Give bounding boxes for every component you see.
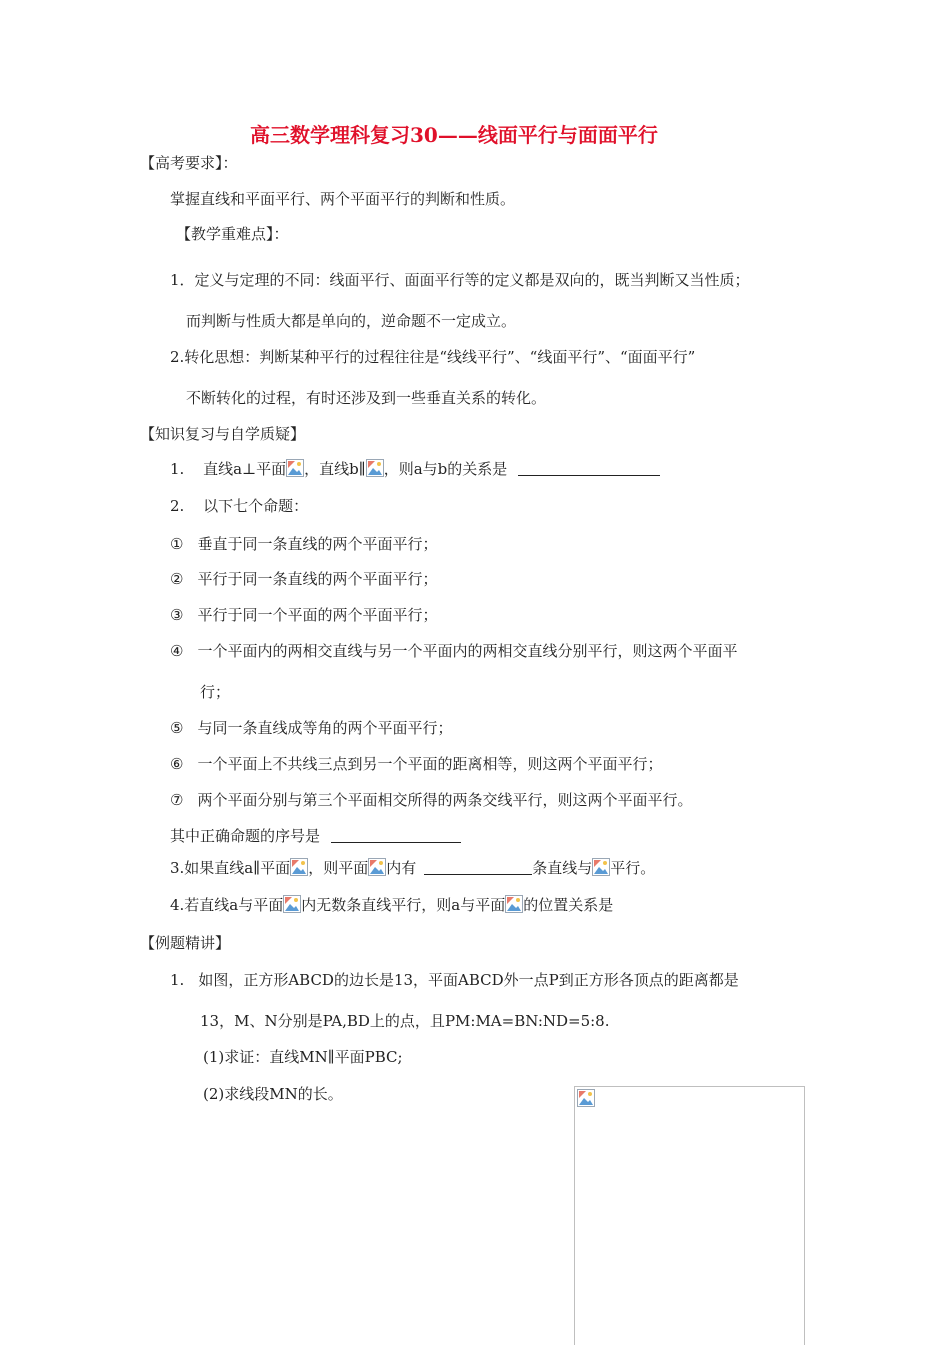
proposition-text: 两个平面分别与第三个平面相交所得的两条交线平行，则这两个平面平行。 [197,791,693,809]
correct-answer-blank[interactable] [331,828,461,843]
review-question-1 [170,459,660,479]
proposition-mark: ⑤ [170,719,184,737]
review-question-3 [170,858,655,878]
proposition-text: 平行于同一个平面的两个平面平行； [197,606,438,624]
example-1-sub1: (1)求证：直线MN∥平面PBC; [203,1048,403,1066]
broken-image-icon [368,858,386,876]
broken-image-icon [592,858,610,876]
examples-heading: 【例题精讲】 [140,934,231,952]
proposition-text: 一个平面上不共线三点到另一个平面的距离相等，则这两个平面平行； [197,755,663,773]
proposition-6 [170,754,662,774]
example-1-line2: 13，M、N分别是PA,BD上的点，且PM:MA=BN:ND=5:8. [200,1012,610,1030]
proposition-5 [170,718,452,738]
requirements-heading: 【高考要求】： [140,154,238,172]
q4-text-part1: 4.若直线a与平面 [170,896,284,914]
q1-text-part2: ，直线b∥ [304,460,366,478]
proposition-7 [170,790,692,810]
broken-image-icon [283,895,301,913]
proposition-mark: ① [170,535,184,553]
key-points-heading: 【教学重难点】： [176,225,289,243]
q3-text-part2: ，则平面 [308,859,369,877]
review-question-4 [170,895,613,915]
broken-image-icon [290,858,308,876]
q3-text-part1: 3.如果直线a∥平面 [170,859,291,877]
proposition-text: 与同一条直线成等角的两个平面平行； [197,719,453,737]
q2-text: 以下七个命题： [203,497,309,515]
q3-answer-blank[interactable] [424,860,532,875]
q1-number: 1. [170,460,185,478]
key-point-2-line2: 不断转化的过程，有时还涉及到一些垂直关系的转化。 [186,389,547,407]
review-heading: 【知识复习与自学质疑】 [140,425,306,443]
broken-image-icon [286,459,304,477]
q3-text-part4: 条直线与 [532,859,593,877]
proposition-mark: ⑦ [170,791,184,809]
key-point-1-line2: 而判断与性质大都是单向的，逆命题不一定成立。 [186,312,517,330]
q1-answer-blank[interactable] [518,461,660,476]
figure-placeholder [574,1086,805,1345]
correct-prompt-text: 其中正确命题的序号是 [170,827,321,845]
proposition-4 [170,641,737,661]
proposition-text: 一个平面内的两相交直线与另一个平面内的两相交直线分别平行，则这两个平面平 [197,642,738,660]
broken-image-icon [366,459,384,477]
proposition-4-continuation: 行； [200,683,231,701]
broken-image-icon [505,895,523,913]
q1-text-part3: ，则a与b的关系是 [383,460,508,478]
example-1-sub2: (2)求线段MN的长。 [203,1085,343,1103]
proposition-3 [170,605,437,625]
q2-number: 2. [170,497,185,515]
proposition-text: 平行于同一条直线的两个平面平行； [197,570,438,588]
broken-image-icon [577,1089,595,1107]
example-1-line1 [170,970,739,990]
requirements-text: 掌握直线和平面平行、两个平面平行的判断和性质。 [170,190,516,208]
key-point-2-line1: 2.转化思想：判断某种平行的过程往往是“线线平行”、“线面平行”、“面面平行” [170,348,696,366]
proposition-mark: ② [170,570,184,588]
proposition-mark: ⑥ [170,755,184,773]
key-point-1-line1: 1．定义与定理的不同：线面平行、面面平行等的定义都是双向的，既当判断又当性质； [170,271,750,289]
proposition-mark: ④ [170,642,184,660]
q4-text-part2: 内无数条直线平行，则a与平面 [301,896,506,914]
page-title: 高三数学理科复习30——线面平行与面面平行 [250,123,658,147]
q1-text-part1: 直线a⊥平面 [203,460,287,478]
example-1-text: 如图，正方形ABCD的边长是13，平面ABCD外一点P到正方形各顶点的距离都是 [198,971,739,989]
example-1-number: 1. [170,971,185,989]
q3-text-part3: 内有 [386,859,417,877]
proposition-text: 垂直于同一条直线的两个平面平行； [197,535,438,553]
proposition-1 [170,534,437,554]
q3-text-part5: 平行。 [610,859,656,877]
correct-propositions-prompt [170,826,461,846]
proposition-mark: ③ [170,606,184,624]
proposition-2 [170,569,437,589]
q4-text-part3: 的位置关系是 [523,896,614,914]
review-question-2 [170,496,308,516]
